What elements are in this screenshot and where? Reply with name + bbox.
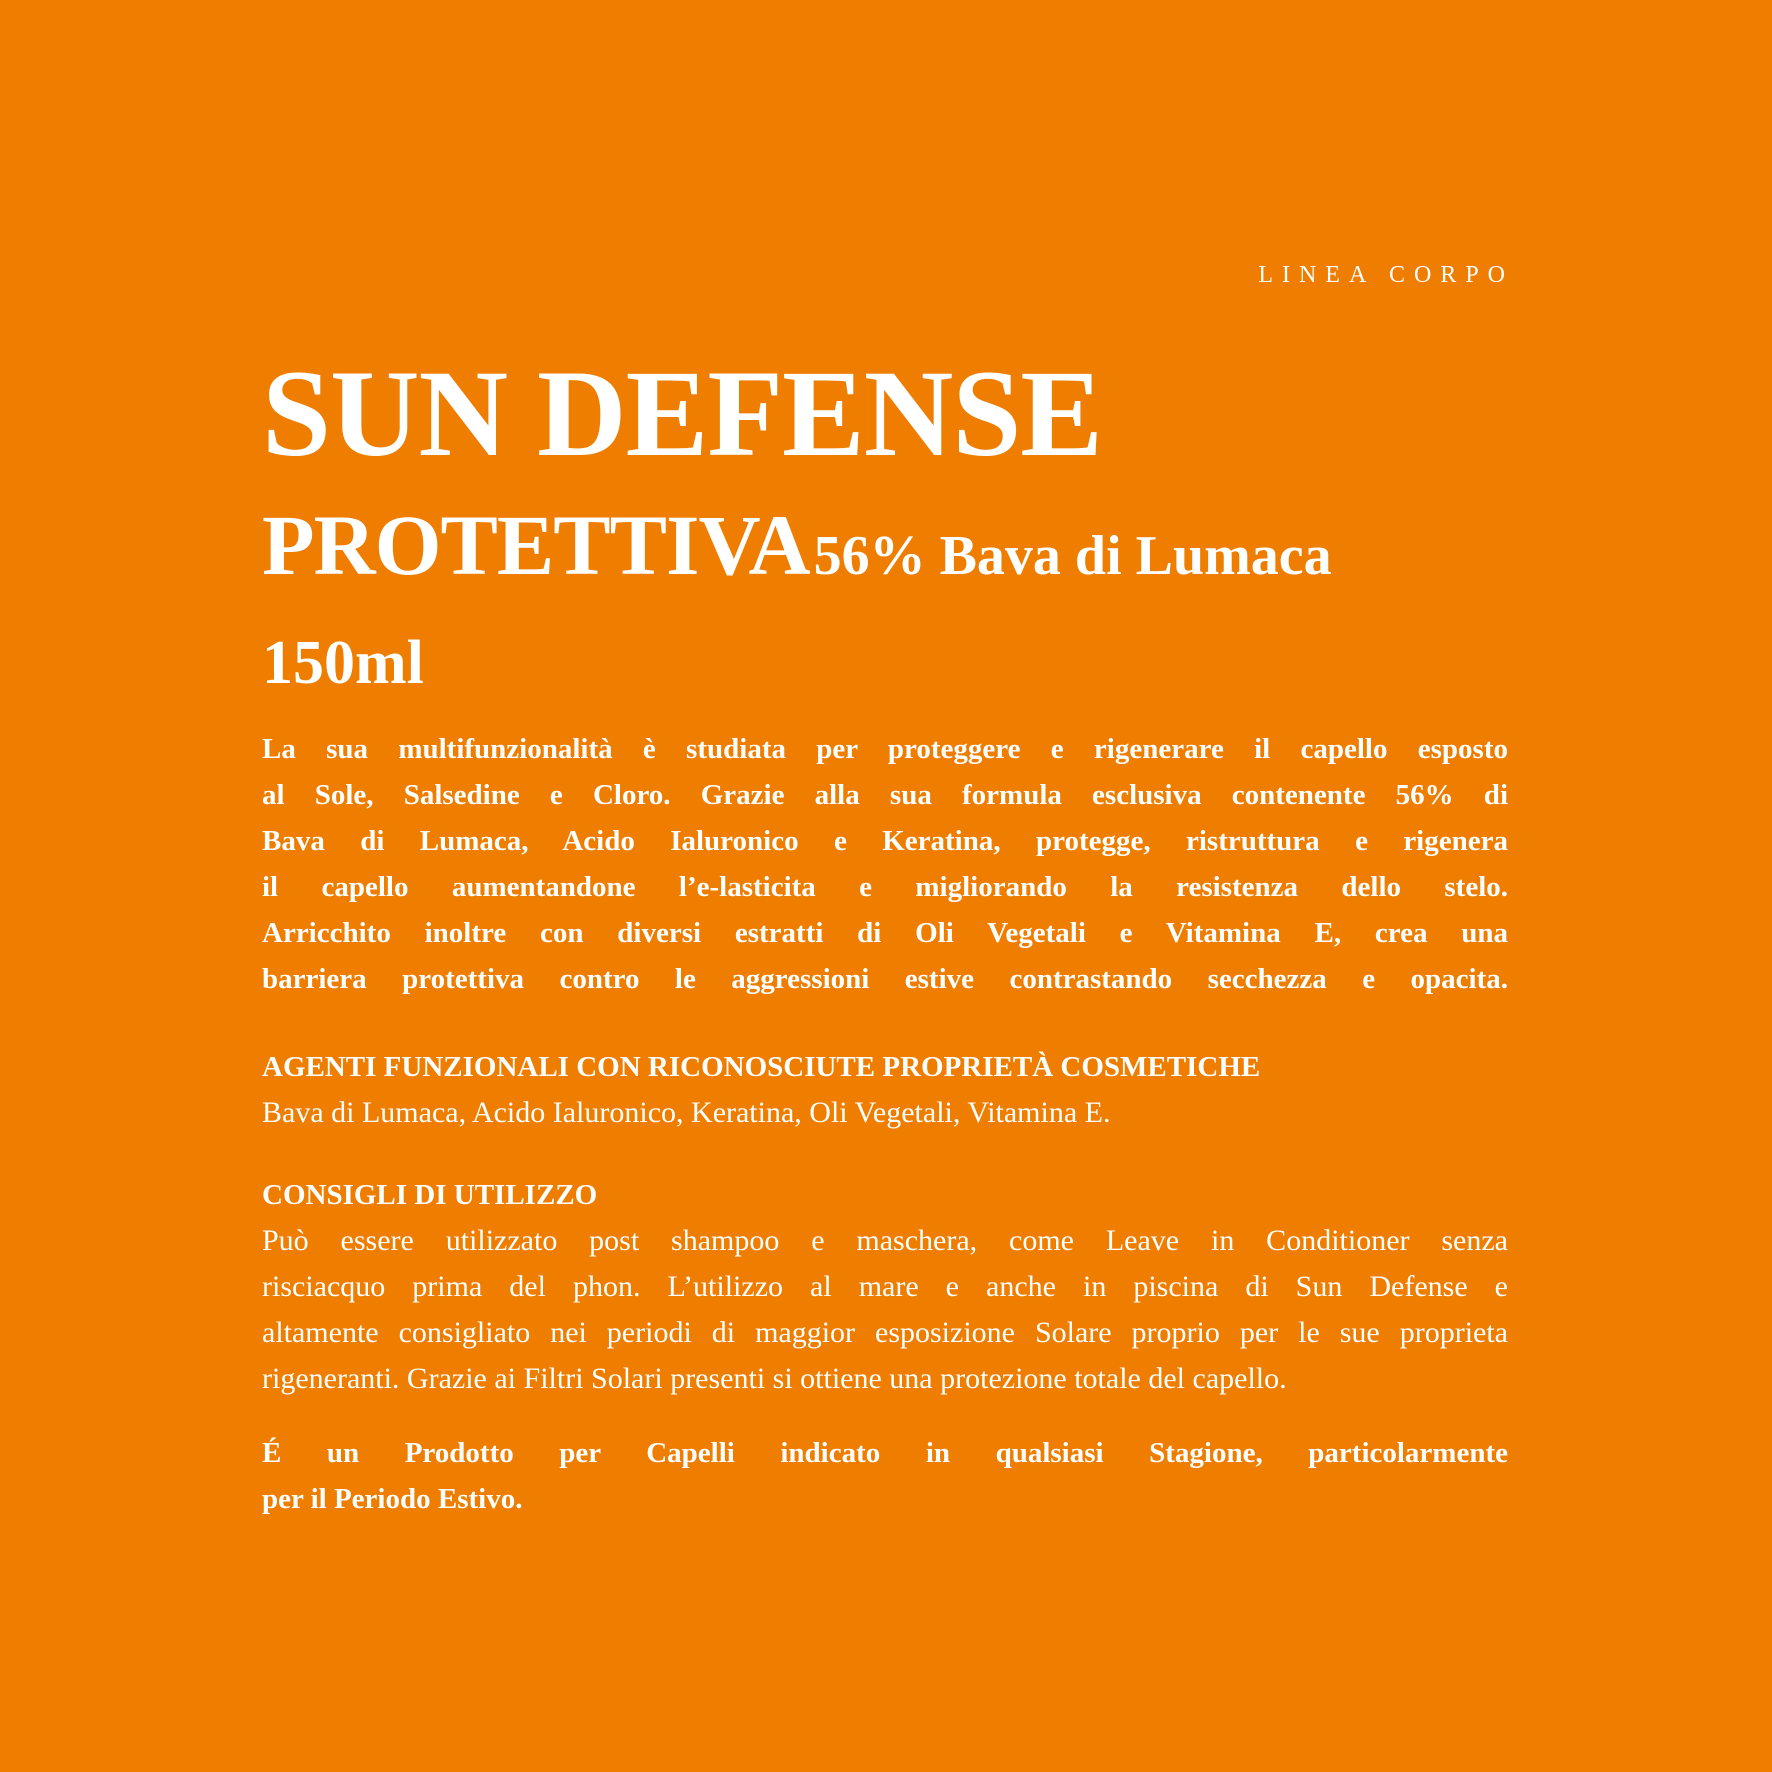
product-subtitle [262, 497, 1332, 593]
usage-line: risciacquo prima del phon. L’utilizzo al mare e anche in piscina di Sun Defense e [262, 1270, 1508, 1303]
product-line-label: LINEA CORPO [1258, 262, 1514, 288]
description-line: al Sole, Salsedine e Cloro. Grazie alla sua formula esclusiva contenente 56% di [262, 779, 1508, 811]
usage-heading: CONSIGLI DI UTILIZZO [262, 1179, 598, 1211]
agents-wrap [262, 1090, 1508, 1136]
subtitle-detail: 56% Bava di Lumaca [813, 525, 1332, 587]
description-line: Arricchito inoltre con diversi estratti di Oli Vegetali e Vitamina E, crea una [262, 917, 1508, 949]
usage-line: Può essere utilizzato post shampoo e maschera, come Leave in Conditioner senza [262, 1224, 1508, 1257]
usage-heading-wrap [262, 1172, 1508, 1218]
season-note [262, 1430, 1508, 1522]
product-volume: 150ml [262, 629, 424, 697]
description-line: Bava di Lumaca, Acido Ialuronico e Keratina, protegge, ristruttura e rigenera [262, 825, 1508, 857]
note-line: É un Prodotto per Capelli indicato in qualsiasi Stagione, particolarmente [262, 1437, 1508, 1469]
description-line: La sua multifunzionalità è studiata per proteggere e rigenerare il capello esposto [262, 733, 1508, 765]
usage-text [262, 1218, 1508, 1402]
subtitle-main: PROTETTIVA [262, 497, 810, 593]
agents-heading: AGENTI FUNZIONALI CON RICONOSCIUTE PROPRIETÀ COSMETICHE [262, 1051, 1261, 1083]
note-line: per il Periodo Estivo. [262, 1483, 523, 1515]
usage-line: rigeneranti. Grazie ai Filtri Solari presenti si ottiene una protezione totale del capello. [262, 1362, 1287, 1395]
product-title: SUN DEFENSE [262, 345, 1102, 482]
usage-line: altamente consigliato nei periodi di maggior esposizione Solare proprio per le sue proprieta [262, 1316, 1508, 1349]
description-line: il capello aumentandone l’e-lasticita e migliorando la resistenza dello stelo. [262, 871, 1508, 903]
description [262, 726, 1508, 1002]
description-line: barriera protettiva contro le aggressioni estive contrastando secchezza e opacita. [262, 963, 1508, 995]
agents-heading-wrap [262, 1044, 1508, 1090]
agents-text: Bava di Lumaca, Acido Ialuronico, Keratina, Oli Vegetali, Vitamina E. [262, 1096, 1111, 1129]
